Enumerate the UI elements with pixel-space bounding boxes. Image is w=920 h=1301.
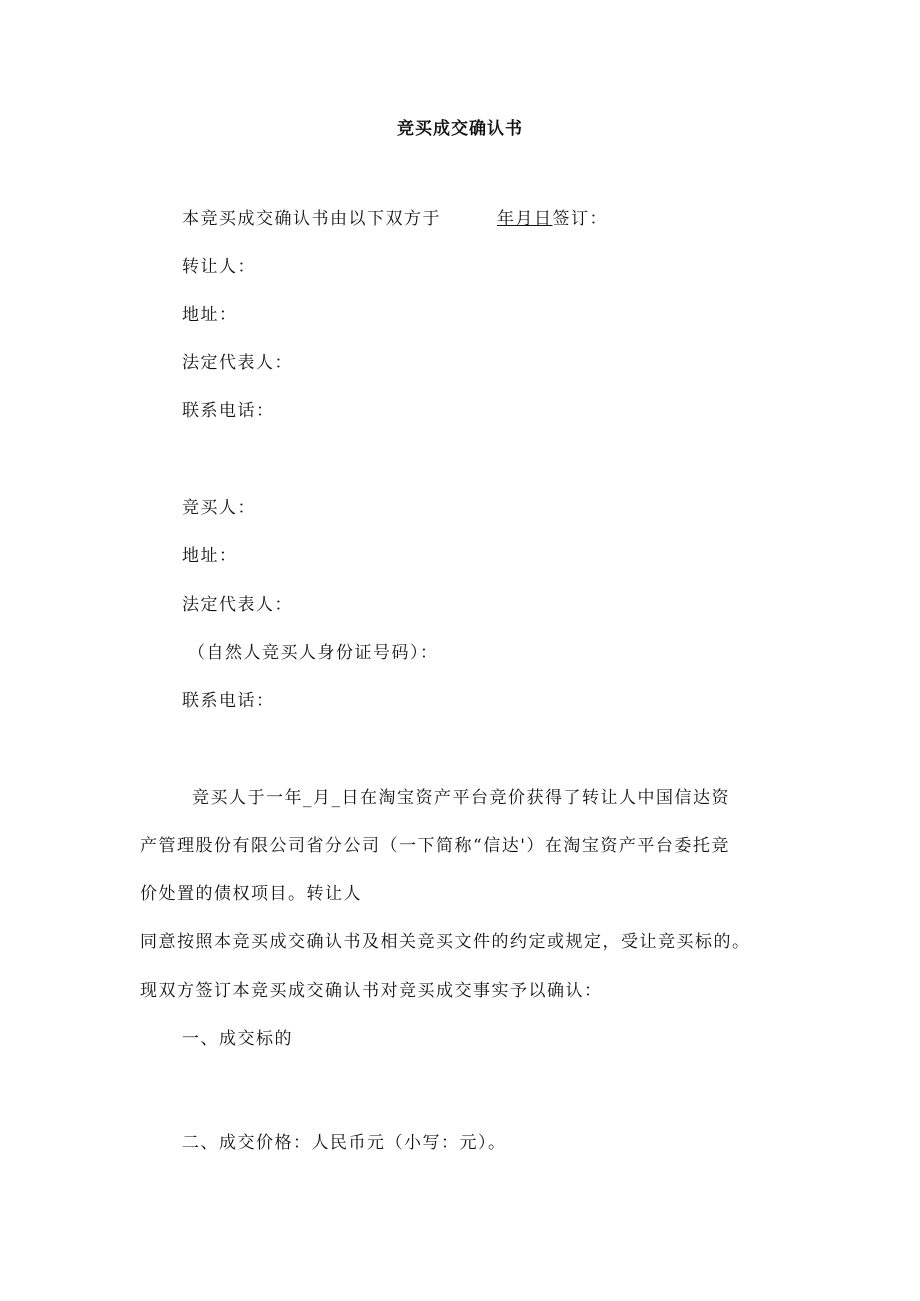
paragraph-line: 同意按照本竞买成交确认书及相关竞买文件的约定或规定，受让竞买标的。 bbox=[140, 932, 751, 952]
paragraph-line: 价处置的债权项目。转让人 bbox=[140, 884, 362, 904]
transferor-label: 转让人： bbox=[182, 257, 256, 277]
paragraph-line: 现双方签订本竞买成交确认书对竞买成交事实予以确认： bbox=[140, 981, 603, 1001]
transferor-address: 地址： bbox=[182, 305, 238, 325]
bidder-id-number: （自然人竞买人身份证号码）： bbox=[188, 643, 439, 663]
bidder-address: 地址： bbox=[182, 546, 238, 566]
section-1-heading: 一、成交标的 bbox=[182, 1029, 293, 1049]
intro-date: 年月日 bbox=[497, 209, 553, 229]
bidder-phone: 联系电话： bbox=[182, 691, 275, 711]
paragraph-line: 产管理股份有限公司省分公司（一下简称“信达'）在淘宝资产平台委托竞 bbox=[140, 836, 730, 856]
intro-prefix: 本竞买成交确认书由以下双方于 bbox=[182, 209, 441, 229]
transferor-phone: 联系电话： bbox=[182, 401, 275, 421]
bidder-label: 竞买人： bbox=[182, 498, 256, 518]
intro-line bbox=[182, 207, 608, 231]
intro-suffix: 签订： bbox=[552, 209, 608, 229]
bidder-legal-rep: 法定代表人： bbox=[182, 595, 293, 615]
section-2-heading: 二、成交价格：人民币元（小写：元）。 bbox=[182, 1133, 507, 1153]
document-title: 竞买成交确认书 bbox=[397, 119, 523, 139]
paragraph-line: 竞买人于一年_月_日在淘宝资产平台竞价获得了转让人中国信达资 bbox=[192, 788, 730, 808]
transferor-legal-rep: 法定代表人： bbox=[182, 353, 293, 373]
